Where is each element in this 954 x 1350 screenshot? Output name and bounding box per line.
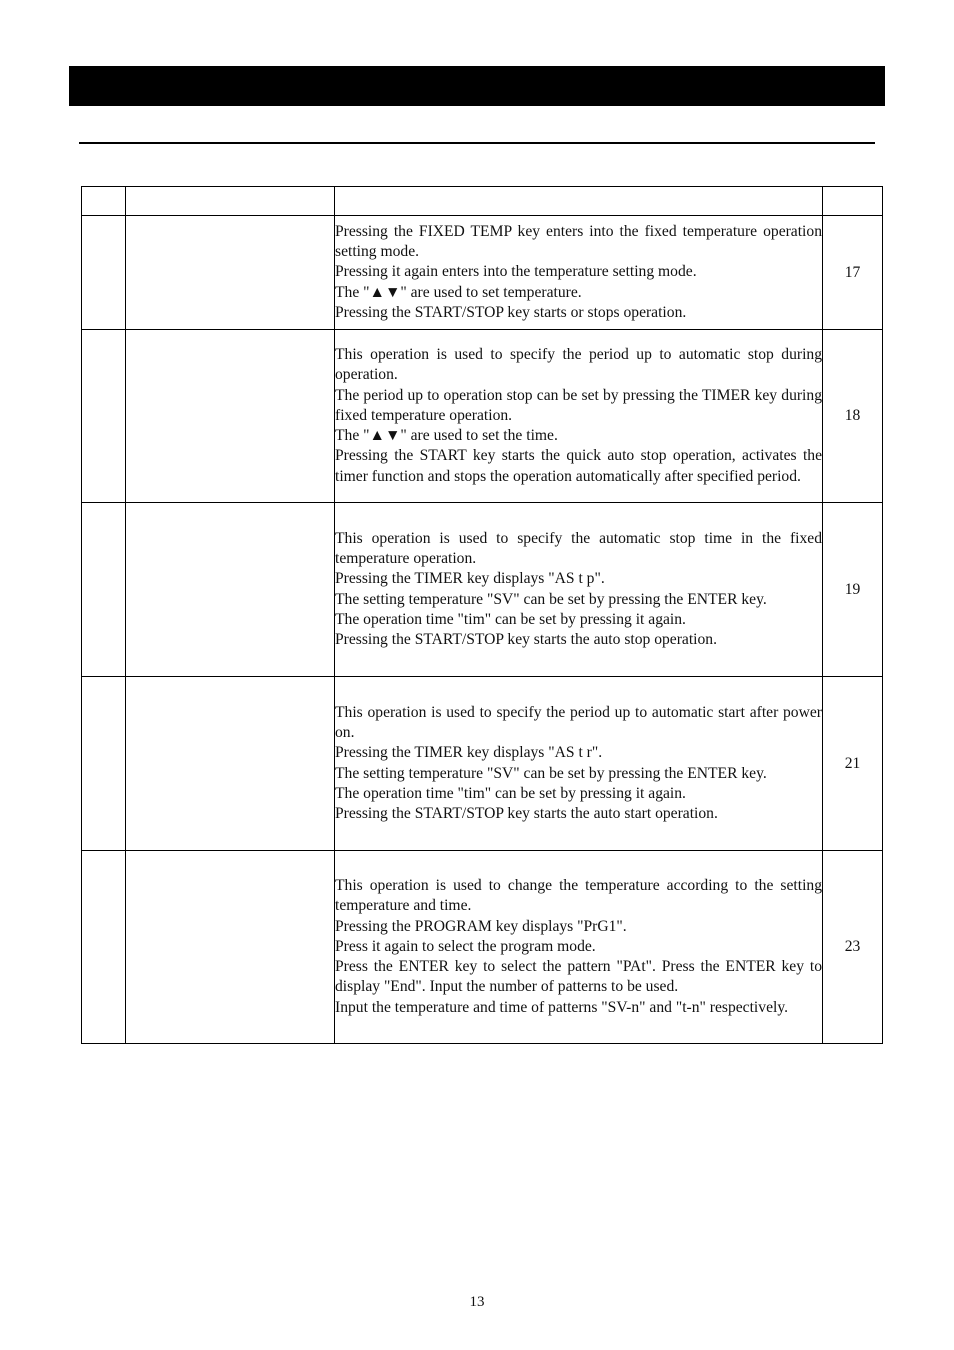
row-name-cell	[126, 851, 335, 1044]
header-cell-description	[335, 187, 823, 216]
row-page-ref: 21	[823, 677, 883, 851]
section-header-bar	[69, 66, 885, 106]
row-description	[335, 330, 823, 503]
table-row	[82, 503, 883, 677]
description-line: This operation is used to change the temperature according to the setting temperature and time.	[335, 876, 822, 915]
table-row	[82, 851, 883, 1044]
description-line: Pressing the START key starts the quick auto stop operation, activates the timer function and stops the operation automatically after specified period.	[335, 447, 822, 485]
description-line: Input the temperature and time of patterns "SV-n" and "t-n" respectively.	[335, 998, 789, 1016]
description-line: Press the ENTER key to select the pattern "PAt". Press the ENTER key to display "End". Input the number of patterns to be used.	[335, 958, 822, 996]
row-description	[335, 503, 823, 677]
operations-table	[81, 186, 883, 1044]
row-name-cell	[126, 330, 335, 503]
description-line: Pressing the TIMER key displays "AS t p".	[335, 570, 605, 588]
table-row	[82, 330, 883, 503]
row-page-ref: 19	[823, 503, 883, 677]
description-line: This operation is used to specify the automatic stop time in the fixed temperature operation.	[335, 529, 822, 567]
description-line: The period up to operation stop can be set by pressing the TIMER key during fixed temperature operation.	[335, 386, 822, 424]
description-line: This operation is used to specify the period up to automatic stop during operation.	[335, 345, 822, 384]
header-cell-name	[126, 187, 335, 216]
row-no-cell	[82, 503, 126, 677]
row-name-cell	[126, 503, 335, 677]
header-cell-no	[82, 187, 126, 216]
row-no-cell	[82, 330, 126, 503]
row-name-cell	[126, 216, 335, 330]
description-line: Pressing the START/STOP key starts the auto stop operation.	[335, 631, 717, 649]
description-line: The setting temperature "SV" can be set by pressing the ENTER key.	[335, 590, 767, 608]
row-description	[335, 216, 823, 330]
row-no-cell	[82, 677, 126, 851]
row-description	[335, 677, 823, 851]
section-divider	[79, 142, 875, 144]
description-line: Pressing the TIMER key displays "AS t r".	[335, 744, 603, 762]
header-cell-page	[823, 187, 883, 216]
description-line: The operation time "tim" can be set by pressing it again.	[335, 784, 686, 802]
description-line: The operation time "tim" can be set by pressing it again.	[335, 610, 686, 628]
row-description	[335, 851, 823, 1044]
row-no-cell	[82, 216, 126, 330]
row-page-ref: 23	[823, 851, 883, 1044]
table-row	[82, 216, 883, 330]
table-header-row	[82, 187, 883, 216]
description-line: This operation is used to specify the period up to automatic start after power on.	[335, 703, 822, 741]
description-line: Pressing the FIXED TEMP key enters into the fixed temperature operation setting mode.	[335, 222, 822, 261]
row-name-cell	[126, 677, 335, 851]
row-no-cell	[82, 851, 126, 1044]
description-line: Pressing the PROGRAM key displays "PrG1".	[335, 917, 627, 935]
description-line: The "▲▼" are used to set the time.	[335, 427, 558, 445]
description-line: Pressing the START/STOP key starts or stops operation.	[335, 303, 687, 321]
description-line: The setting temperature "SV" can be set by pressing the ENTER key.	[335, 764, 767, 782]
description-line: Press it again to select the program mode.	[335, 937, 596, 955]
description-line: The "▲▼" are used to set temperature.	[335, 283, 582, 301]
row-page-ref: 17	[823, 216, 883, 330]
description-line: Pressing it again enters into the temperature setting mode.	[335, 263, 697, 281]
table-row	[82, 677, 883, 851]
description-line: Pressing the START/STOP key starts the auto start operation.	[335, 805, 718, 823]
page-number: 13	[469, 1294, 485, 1310]
row-page-ref: 18	[823, 330, 883, 503]
